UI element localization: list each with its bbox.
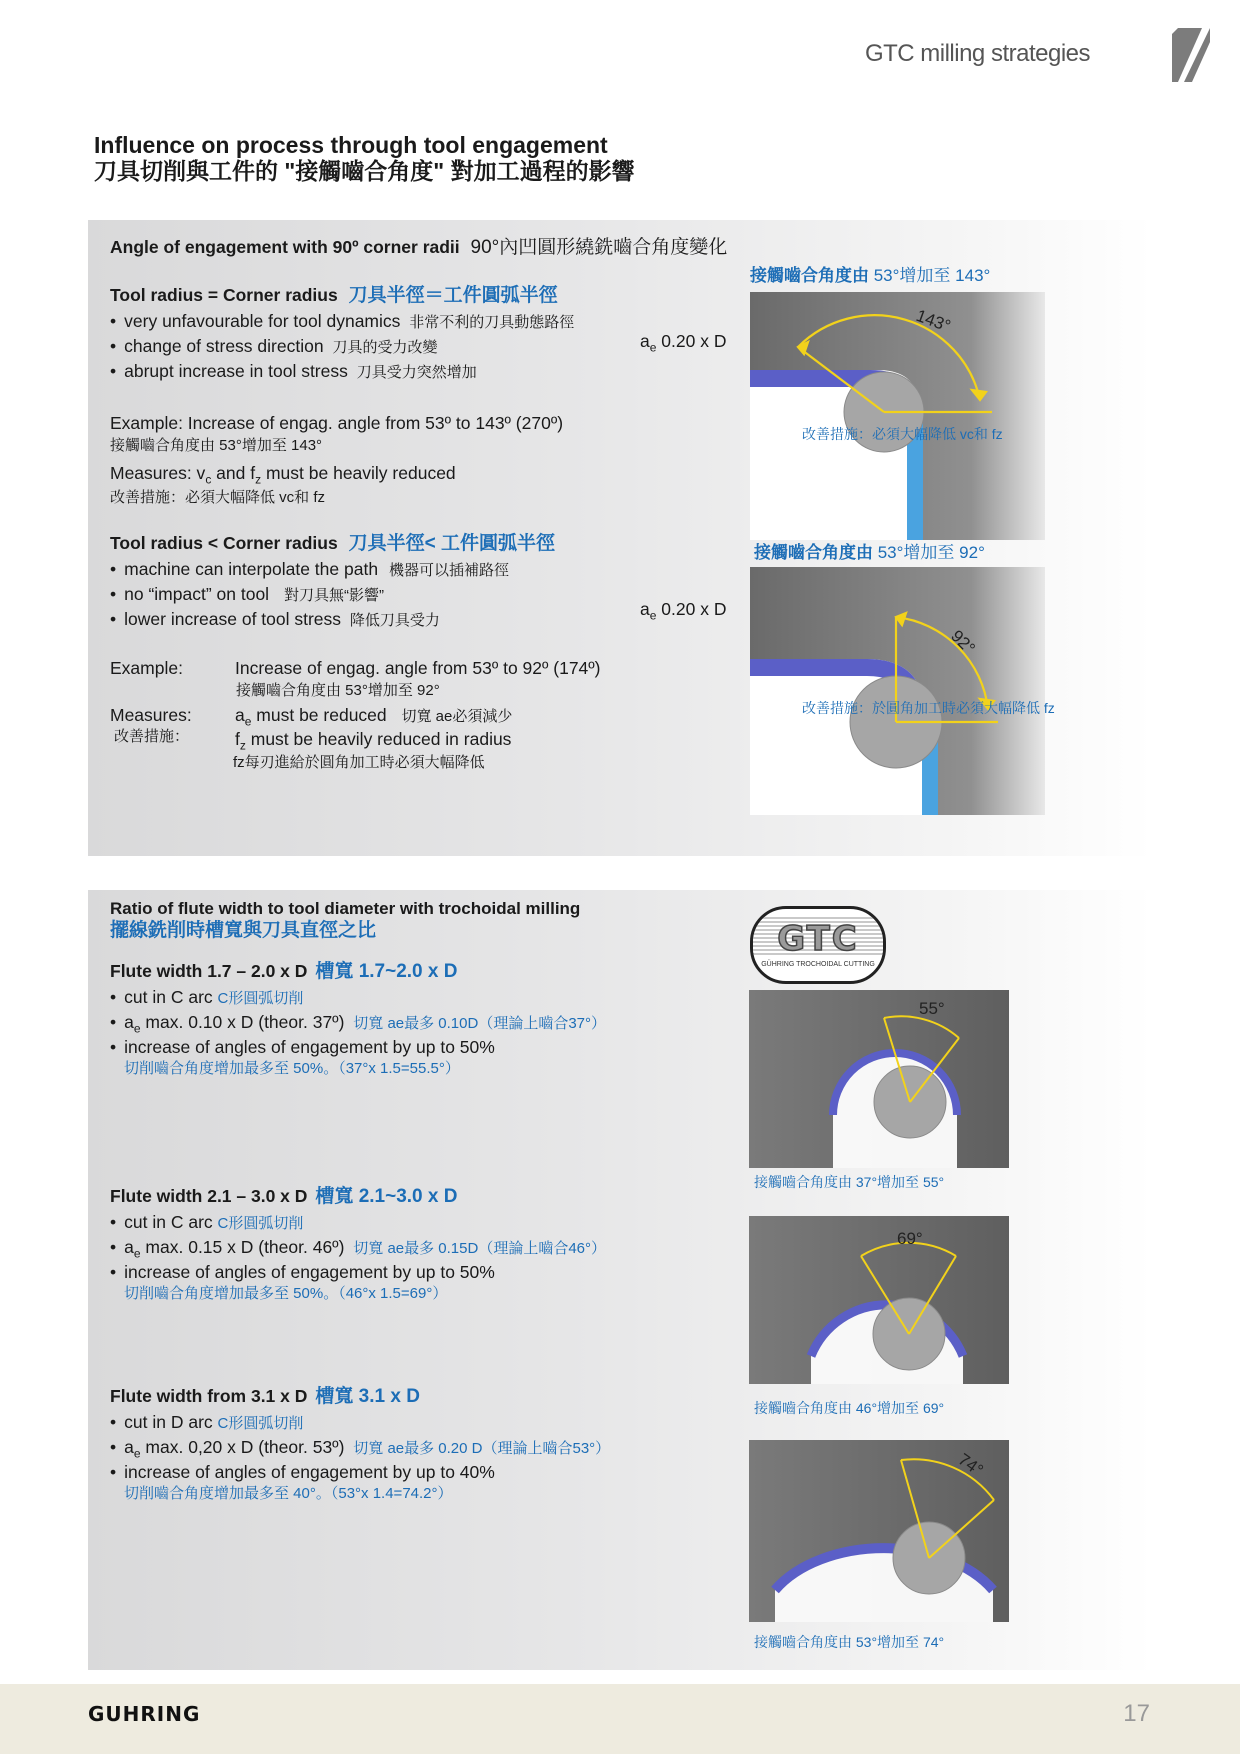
angle-label-69: 69° <box>897 1229 923 1248</box>
flute-item-bullet: • increase of angles of engagement by up to 50% <box>110 1036 495 1058</box>
section2-title-zh: 擺線銑削時槽寬與刀具直徑之比 <box>110 920 377 941</box>
case2-measure2: $f_z$ must be heavily reduced in radius <box>235 729 512 753</box>
case2-example: Increase of engag. angle from 53º to 92º (174º) <box>235 658 601 678</box>
corner-engagement-diagram-92 <box>750 567 1045 815</box>
engagement-corner-panel <box>88 220 1152 856</box>
case1-ae-label: $a_e$ 0.20 x D <box>640 331 727 355</box>
running-header-title: GTC milling strategies <box>864 40 1090 67</box>
gtc-logo <box>750 906 886 984</box>
engagement-band-horizontal <box>750 370 870 387</box>
case1-bullet: • change of stress direction 刀具的受力改變 <box>110 335 437 359</box>
flute-item-title: Flute width 1.7 – 2.0 x D 槽寬 1.7~2.0 x D <box>110 961 458 982</box>
gtc-logo-text: GTC <box>777 919 859 959</box>
case2-measure1: $a_e$ must be reduced 切寬 ae必須減少 <box>235 705 513 729</box>
diagram2-caption: 改善措施：於圓角加工時必須大幅降低 fz <box>802 700 1055 716</box>
flute-item-title: Flute width 2.1 – 3.0 x D 槽寬 2.1~3.0 x D <box>110 1186 458 1207</box>
case2-bullet: • machine can interpolate the path 機器可以插補路徑 <box>110 558 509 582</box>
guhring-brand-logo: GUHRING <box>88 1702 201 1726</box>
case2-bullet: • lower increase of tool stress 降低刀具受力 <box>110 608 440 632</box>
case1-measures-zh: 改善措施：必須大幅降低 vc和 fz <box>110 489 326 506</box>
engagement-band-horizontal <box>750 659 867 676</box>
gtc-logo-sub: GÜHRING TROCHOIDAL CUTTING <box>761 961 875 968</box>
case2-title: Tool radius < Corner radius 刀具半徑< 工件圓弧半徑 <box>110 533 555 554</box>
case1-measures: Measures: $v_c$ and $f_z$ must be heavily reduced <box>110 463 456 487</box>
case2-measures-label-zh: 改善措施： <box>114 728 190 745</box>
flute-item-bullet: • cut in C arc C形圓弧切削 <box>110 986 303 1010</box>
trochoidal-ratio-panel <box>88 890 1152 1670</box>
flute-item-bullet: • increase of angles of engagement by up to 40% <box>110 1461 495 1483</box>
page-number: 17 <box>1123 1700 1150 1727</box>
flute-item-title: Flute width from 3.1 x D 槽寬 3.1 x D <box>110 1386 420 1407</box>
case2-ae-label: $a_e$ 0.20 x D <box>640 599 727 623</box>
corner-engagement-diagram-143 <box>750 292 1045 540</box>
flute-item-bullet: • cut in D arc C形圓弧切削 <box>110 1411 303 1435</box>
flute-item-bullet: • cut in C arc C形圓弧切削 <box>110 1211 303 1235</box>
page-heading <box>94 132 635 184</box>
flute-item-bullet: • $a_e$ max. 0,20 x D (theor. 53º) 切寬 ae最多 0.20 D（理論上嚙合53°） <box>110 1436 610 1465</box>
angle-label-55: 55° <box>919 999 945 1018</box>
case2-example-label: Example: <box>110 658 183 678</box>
section2-title-en: Ratio of flute width to tool diameter with trochoidal milling <box>110 899 581 918</box>
flute-item-note: 切削嚙合角度增加最多至 50%。（37°x 1.5=55.5°） <box>124 1060 460 1077</box>
flute-item-bullet: • $a_e$ max. 0.10 x D (theor. 37º) 切寬 ae最多 0.10D（理論上嚙合37°） <box>110 1011 606 1040</box>
diagram2-title: 接觸嚙合角度由 53°增加至 92° <box>754 543 985 562</box>
diagram-caption: 接觸嚙合角度由 46°增加至 69° <box>754 1400 945 1416</box>
flute-item-bullet: • increase of angles of engagement by up to 50% <box>110 1261 495 1283</box>
case2-example-zh: 接觸嚙合角度由 53°增加至 92° <box>236 682 440 699</box>
angle-label-143: 143° <box>913 305 954 336</box>
case1-example: Example: Increase of engag. angle from 53º to 143º (270º) <box>110 413 564 433</box>
diagram1-title: 接觸嚙合角度由 53°增加至 143° <box>750 266 991 285</box>
flute-item-bullet: • $a_e$ max. 0.15 x D (theor. 46º) 切寬 ae最多 0.15D（理論上嚙合46°） <box>110 1236 606 1265</box>
trochoidal-diagram-74 <box>749 1440 1009 1622</box>
section1-title: Angle of engagement with 90º corner radii 90°內凹圓形繞銑嚙合角度變化 <box>110 237 728 258</box>
case1-bullet: • very unfavourable for tool dynamics 非常不利的刀具動態路徑 <box>110 310 574 334</box>
diagram-caption: 接觸嚙合角度由 53°增加至 74° <box>754 1634 945 1650</box>
diagram-caption: 接觸嚙合角度由 37°增加至 55° <box>754 1174 945 1190</box>
guhring-logo-icon <box>1172 28 1210 82</box>
page-heading-zh: 刀具切削與工件的 "接觸嚙合角度" 對加工過程的影響 <box>94 158 635 184</box>
case2-measures-label: Measures: <box>110 705 192 725</box>
trochoidal-diagram-69 <box>749 1216 1009 1384</box>
case1-title: Tool radius = Corner radius 刀具半徑＝工件圓弧半徑 <box>110 285 558 306</box>
trochoidal-diagram-55 <box>749 990 1009 1168</box>
case2-measure2-zh: fz每刃進給於圓角加工時必須大幅降低 <box>233 754 485 771</box>
flute-item-note: 切削嚙合角度增加最多至 40°。（53°x 1.4=74.2°） <box>124 1485 453 1502</box>
case2-bullet: • no “impact” on tool 對刀具無“影響” <box>110 583 384 607</box>
page-heading-en: Influence on process through tool engagement <box>94 132 608 158</box>
angle-label-74: 74° <box>954 1449 987 1481</box>
diagram1-caption: 改善措施：必須大幅降低 vc和 fz <box>802 426 1003 442</box>
case1-bullet: • abrupt increase in tool stress 刀具受力突然增加 <box>110 360 477 384</box>
angle-label-92: 92° <box>947 626 979 659</box>
flute-item-note: 切削嚙合角度增加最多至 50%。（46°x 1.5=69°） <box>124 1285 448 1302</box>
case1-example-zh: 接觸嚙合角度由 53°增加至 143° <box>110 437 323 454</box>
